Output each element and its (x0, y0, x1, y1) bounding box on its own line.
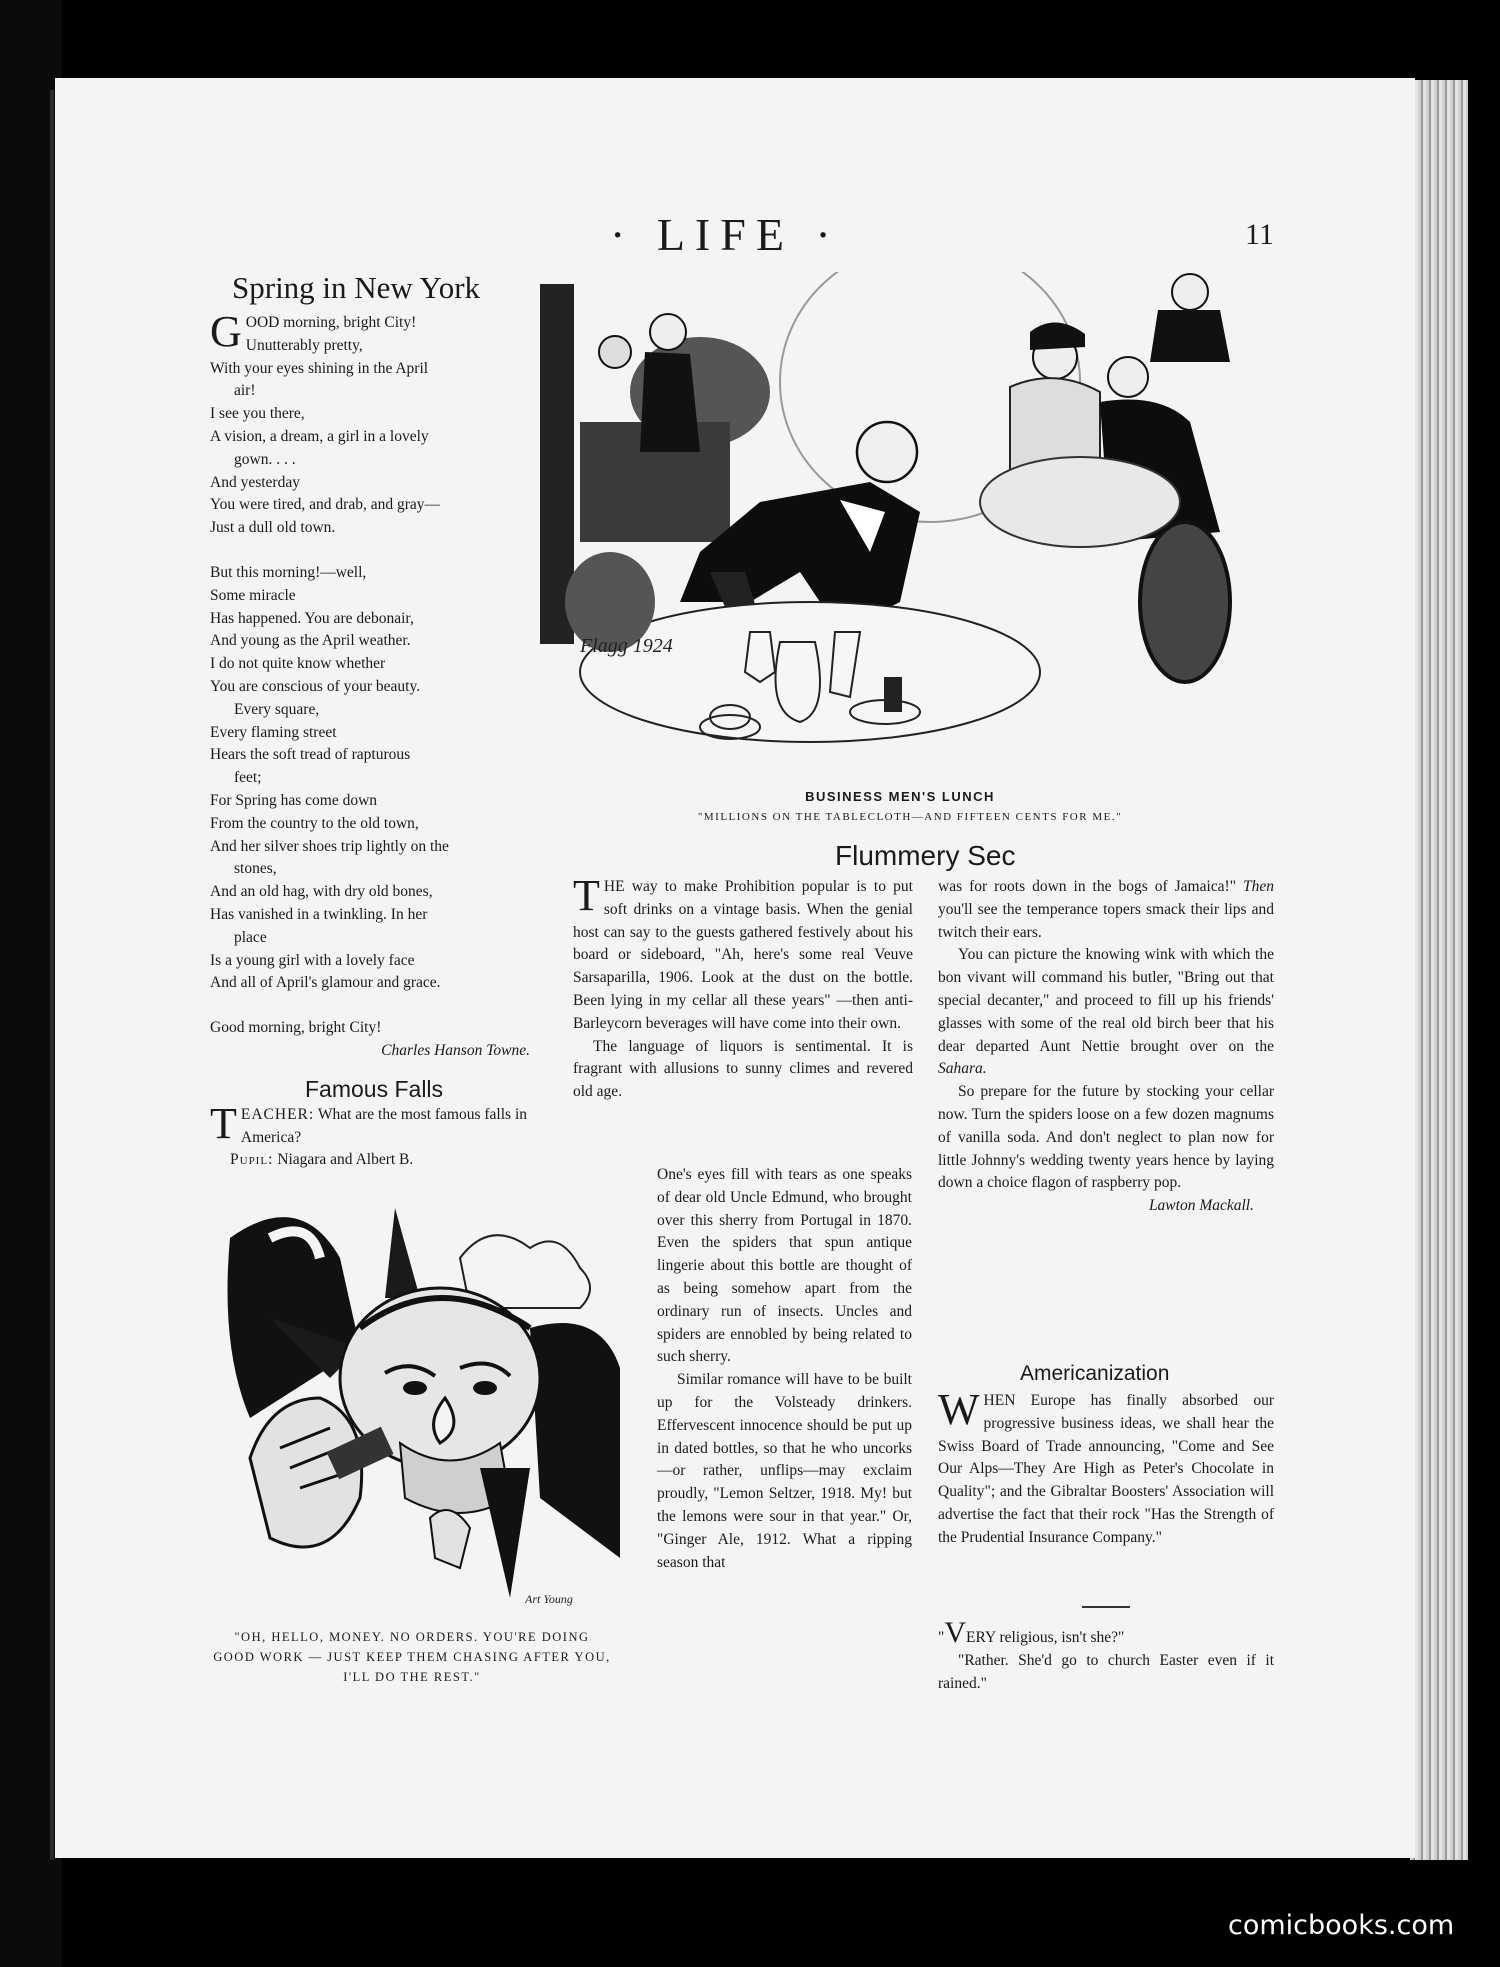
poem-line: And yesterday (210, 473, 300, 491)
business-lunch-illustration (540, 272, 1262, 784)
poem-line: From the country to the old town, (210, 814, 419, 832)
poem-line: Has vanished in a twinkling. In her (210, 905, 428, 923)
flummery-p5: So prepare for the future by stocking your cellar now. Turn the spiders loose on a few dozen magnums of vanilla soda. And don't neglect to plan now for little Johnny's wedding twenty years hence by laying down a choice flagon of raspberry pop. (938, 1083, 1274, 1192)
poem-line: And her silver shoes trip lightly on the (210, 837, 449, 855)
teacher-line: What are the most famous falls in America? (240, 1106, 528, 1146)
americanization-drop-cap: W (938, 1385, 980, 1434)
poem-line: Has happened. You are debonair, (210, 609, 414, 627)
poem-line: And an old hag, with dry old bones, (210, 883, 433, 901)
poem-line: Unutterably pretty, (245, 336, 363, 354)
americanization-title: Americanization (1020, 1362, 1170, 1385)
falls-body (210, 1099, 530, 1172)
falls-title: Famous Falls (305, 1076, 444, 1102)
lunch-caption-title: BUSINESS MEN'S LUNCH (805, 789, 995, 804)
flummery-p2-rest: One's eyes fill with tears as one speaks of dear old Uncle Edmund, who brought over this sherry from Portugal in 1870. Even the spiders that spun antique lingerie about this bottle are thought of as being somehow apart from the ordinary run of insects. Uncles and spiders are ennobled by being related to such sherry. (657, 1166, 912, 1366)
poem-line: I do not quite know whether (210, 655, 386, 673)
devil-caption: "OH, HELLO, MONEY. NO ORDERS. YOU'RE DOING GOOD WORK — JUST KEEP THEM CHASING AFTER YOU, I'LL DO THE REST." (213, 1630, 611, 1684)
poem-lines (210, 307, 550, 1040)
falls-drop-cap: T (210, 1099, 237, 1148)
flummery-p3-cont: was for roots down in the bogs of Jamaica!" (938, 878, 1237, 895)
americanization-text: HEN Europe has finally absorbed our progressive business ideas, we shall hear the Swiss Board of Trade announcing, "Come and See Our Alps—They Are High as Peter's Chocolate in Quality"; and the Gibraltar Boosters' Association will advertise the fact that their rock "Has the Strength of the Prudential Insurance Company." (938, 1392, 1274, 1546)
devil-artist-signature: Art Young (525, 1592, 573, 1606)
poem-drop-cap: G (210, 307, 242, 356)
poem-line: With your eyes shining in the April (210, 359, 429, 377)
flummery-p2-start: The language of liquors is sentimental. It is fragrant with allusions to sunny climes and revered old age. (573, 1037, 913, 1101)
poem-line: I see you there, (210, 405, 305, 423)
poem-stanza-gap (210, 540, 550, 562)
flummery-signature: Lawton Mackall. (1148, 1197, 1254, 1215)
poem-line: And young as the April weather. (210, 632, 411, 650)
flummery-p3-end: you'll see the temperance topers smack their lips and twitch their ears. (938, 900, 1274, 941)
flummery-p4-ship: Sahara. (938, 1060, 987, 1078)
poem-line: Good morning, bright City! (210, 1019, 382, 1037)
poem-line: Is a young girl with a lovely face (210, 951, 415, 969)
flummery-column-1 (573, 871, 913, 1104)
very-religious-answer: "Rather. She'd go to church Easter even if it rained." (938, 1651, 1274, 1692)
poem-stanza-gap (210, 995, 550, 1017)
flummery-p3-then: Then (1243, 878, 1275, 895)
flummery-title: Flummery Sec (835, 840, 1016, 871)
lunch-caption: "MILLIONS ON THE TABLECLOTH—AND FIFTEEN CENTS FOR ME." (697, 811, 1123, 823)
very-religious-joke (938, 1616, 1274, 1695)
very-religious-question: ERY religious, isn't she?" (966, 1629, 1125, 1646)
poem-body (210, 307, 550, 1063)
poem-title: Spring in New York (232, 270, 481, 305)
book-spine-shadow (0, 0, 62, 1967)
pupil-line: Niagara and Albert B. (277, 1151, 414, 1168)
poem-line: You are conscious of your beauty. (210, 677, 421, 695)
section-divider (1082, 1606, 1130, 1608)
poem-line: A vision, a dream, a girl in a lovely (210, 427, 429, 445)
poem-line: Just a dull old town. (210, 519, 336, 537)
devil-illustration (210, 1198, 622, 1620)
spine-edge (50, 90, 54, 1860)
poem-line: place (234, 928, 267, 946)
poem-line: Some miracle (210, 586, 296, 604)
very-religious-drop-cap: V (944, 1616, 966, 1649)
americanization-body (938, 1385, 1274, 1550)
lunch-artist-signature: Flagg 1924 (580, 635, 673, 657)
poem-line: stones, (234, 860, 277, 878)
poem-line: Every square, (234, 700, 320, 718)
flummery-column-1-narrow (657, 1164, 912, 1574)
flummery-p1: HE way to make Prohibition popular is to put soft drinks on a vintage basis. When the genial host can say to the guests gathered festively about his board or sideboard, "Ah, here's some real Veuve Sarsaparilla, 1906. Look at the dust on the bottle. Been lying in my cellar all these years" —then anti-Barleycorn beverages will have come into their own. (573, 878, 913, 1032)
poem-signature: Charles Hanson Towne. (381, 1041, 530, 1059)
poem-line: But this morning!—well, (210, 563, 367, 581)
flummery-drop-cap: T (573, 871, 600, 920)
poem-line: OOD morning, bright City! (245, 314, 417, 331)
flummery-column-2 (938, 876, 1274, 1218)
flummery-p4: You can picture the knowing wink with which the bon vivant will command his butler, "Bring out that special decanter," and proceed to fill up his friends' glasses with some of the real old birch beer that his dear departed Aunt Nettie brought over on the (938, 946, 1274, 1055)
quote-mark: " (938, 1629, 945, 1646)
poem-line: And all of April's glamour and grace. (210, 974, 441, 992)
pupil-label: Pupil: (230, 1151, 274, 1168)
watermark: comicbooks.com (1228, 1910, 1455, 1941)
poem-line: Hears the soft tread of rapturous (210, 746, 411, 764)
poem-line: You were tired, and drab, and gray— (210, 496, 441, 514)
flummery-p3: Similar romance will have to be built up for the Volsteady drinkers. Effervescent innocence should be put up in dated bottles, so that he who uncorks—or rather, unflips—may exclaim proudly, "Lemon Seltzer, 1918. My! but the lemons were sour in that year." Or, "Ginger Ale, 1912. What a ripping season that (657, 1371, 912, 1571)
page-number: 11 (1245, 218, 1274, 251)
page-edges (1410, 80, 1468, 1860)
poem-line: gown. . . . (234, 450, 296, 468)
poem-line: air! (234, 382, 256, 400)
poem-line: feet; (234, 769, 262, 787)
poem-line: For Spring has come down (210, 791, 378, 809)
poem-line: Every flaming street (210, 723, 337, 741)
teacher-label: EACHER: (240, 1106, 315, 1123)
running-head: · LIFE · (610, 209, 841, 260)
